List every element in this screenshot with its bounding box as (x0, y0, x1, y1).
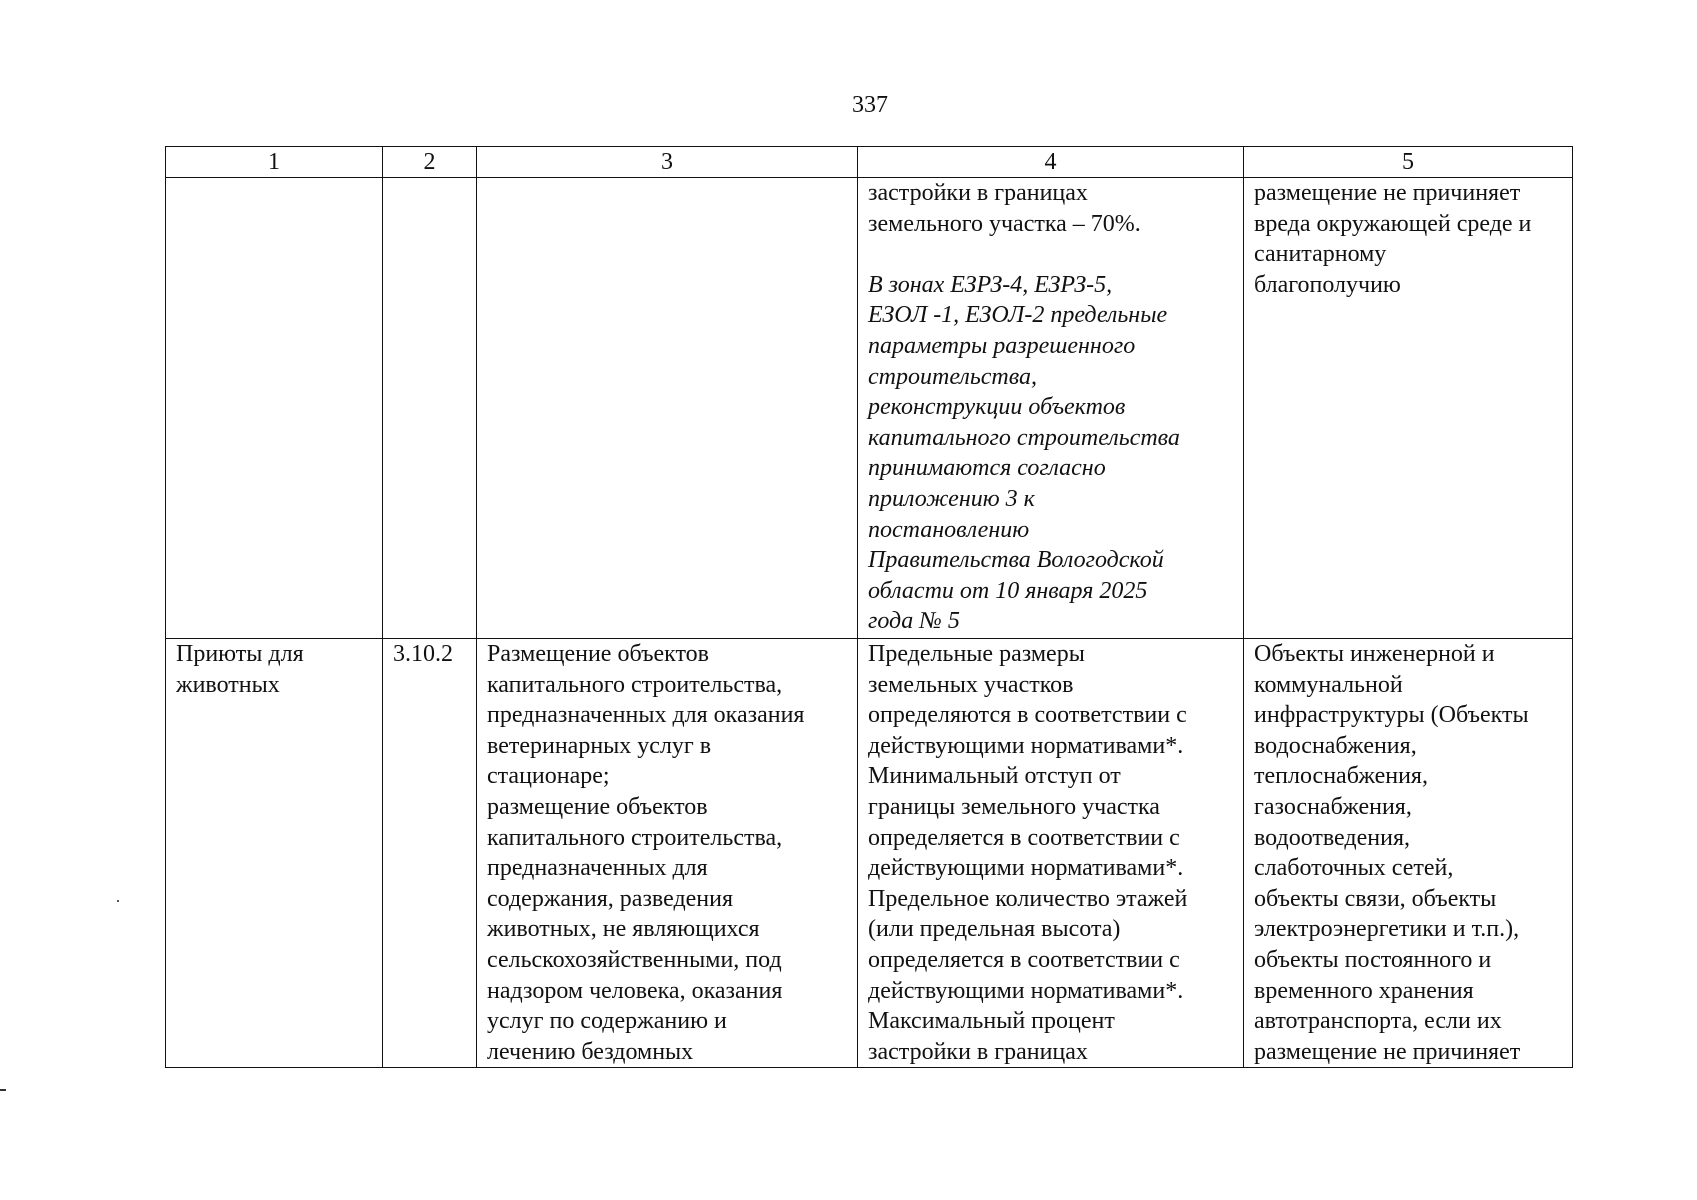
cell-use-parameters: Предельные размеры земельных участков определяются в соответствии с действующими нормативами*. Минимальный отступ от границы земельного участка определяется в соответствии с действующими нормативами*. Предельное количество этажей (или предельная высота) определяется в соответствии с действующими нормативами*. Максимальный процент застройки в границах (858, 639, 1244, 1068)
zone-parameters-note: В зонах ЕЗРЗ-4, ЕЗРЗ-5, ЕЗОЛ -1, ЕЗОЛ-2 предельные параметры разрешенного строительства, реконструкции объектов капитального строительства принимаются согласно приложению 3 к постановлению Правительства Вологодской области от 10 января 2025 года № 5 (868, 271, 1180, 635)
cell-continued-col1 (166, 178, 383, 639)
header-col-5: 5 (1244, 147, 1573, 178)
cell-use-description: Размещение объектов капитального строительства, предназначенных для оказания ветеринарных услуг в стационаре; размещение объектов капитального строительства, предназначенных для содержания, разведения животных, не являющихся сельскохозяйственными, под надзором человека, оказания услуг по содержанию и лечению бездомных (477, 639, 858, 1068)
cell-continued-col5: размещение не причиняет вреда окружающей среде и санитарному благополучию (1244, 178, 1573, 639)
regulations-table (165, 146, 1573, 1068)
header-row (166, 147, 1573, 178)
header-col-3: 3 (477, 147, 858, 178)
cell-continued-col4 (858, 178, 1244, 639)
header-col-2: 2 (383, 147, 477, 178)
page-number: 337 (852, 92, 888, 118)
scan-speck (117, 900, 119, 902)
lot-coverage-text: застройки в границах земельного участка – 70%. (868, 180, 1141, 237)
cell-continued-col2 (383, 178, 477, 639)
cell-use-auxiliary: Объекты инженерной и коммунальной инфраструктуры (Объекты водоснабжения, теплоснабжения, газоснабжения, водоотведения, слаботочных сетей, объекты связи, объекты электроэнергетики и т.п.), объекты постоянного и временного хранения автотранспорта, если их размещение не причиняет (1244, 639, 1573, 1068)
cell-use-code: 3.10.2 (383, 639, 477, 1068)
cell-use-name: Приюты для животных (166, 639, 383, 1068)
paragraph-gap (868, 239, 1243, 270)
header-col-1: 1 (166, 147, 383, 178)
table-row-animal-shelters (166, 639, 1573, 1068)
table-row-continued (166, 178, 1573, 639)
table-header (166, 147, 1573, 178)
scan-margin-mark (0, 1089, 6, 1091)
cell-continued-col3 (477, 178, 858, 639)
header-col-4: 4 (858, 147, 1244, 178)
